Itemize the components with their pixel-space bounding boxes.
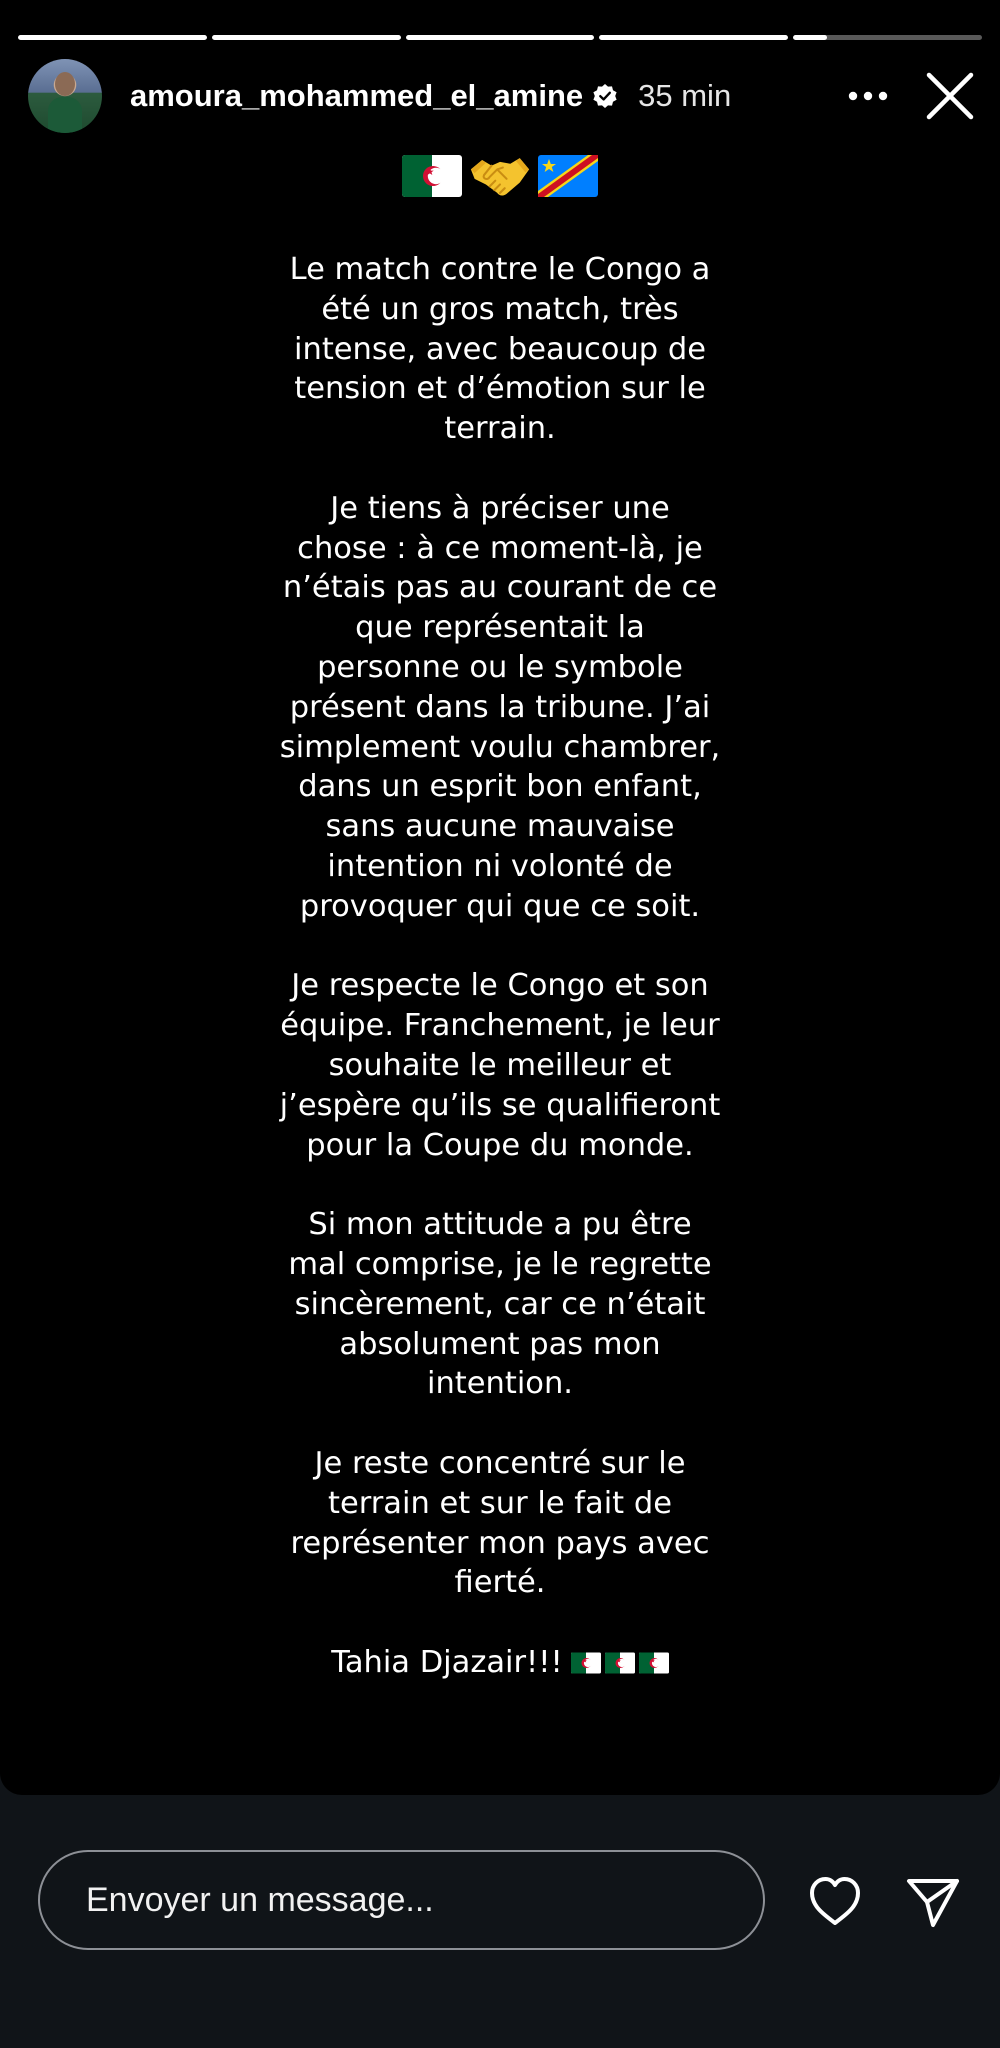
avatar-body — [48, 97, 82, 133]
algeria-flag-icon — [639, 1652, 669, 1674]
close-button[interactable] — [918, 64, 982, 128]
progress-segment-fill — [18, 35, 207, 40]
progress-segment — [212, 35, 401, 40]
message-paragraph — [250, 250, 750, 449]
signoff-flags — [571, 1652, 669, 1674]
message-paragraph — [250, 489, 750, 927]
reply-bar — [0, 1795, 1000, 2048]
verified-badge-icon — [592, 83, 618, 109]
like-button[interactable] — [806, 1873, 864, 1931]
message-line: simplement voulu chambrer, — [279, 729, 721, 765]
progress-segment — [406, 35, 595, 40]
message-line: équipe. Franchement, je leur — [280, 1008, 720, 1044]
message-line: fierté. — [454, 1565, 546, 1601]
emoji-row — [0, 148, 1000, 204]
message-line: que représentait la — [355, 610, 645, 646]
message-line: j’espère qu’ils se qualifieront — [279, 1087, 721, 1123]
algeria-flag-emoji — [401, 148, 463, 204]
message-line: n’étais pas au courant de ce — [282, 570, 718, 606]
message-line: intention. — [427, 1366, 573, 1402]
message-paragraph — [250, 1205, 750, 1404]
avatar-head — [55, 72, 75, 96]
story-header — [28, 58, 982, 134]
congo-drc-flag-emoji — [537, 148, 599, 204]
send-icon — [904, 1873, 962, 1931]
progress-segment-fill — [793, 35, 827, 40]
message-line: souhaite le meilleur et — [328, 1047, 672, 1083]
progress-segment — [599, 35, 788, 40]
message-line: été un gros match, très — [321, 291, 679, 327]
more-options-button[interactable] — [838, 66, 898, 126]
send-button[interactable] — [904, 1873, 962, 1931]
message-line: intention ni volonté de — [327, 848, 673, 884]
message-line: Le match contre le Congo a — [289, 252, 711, 287]
algeria-flag-icon — [605, 1652, 635, 1674]
message-line: présent dans la tribune. J’ai — [289, 689, 711, 725]
username[interactable]: amoura_mohammed_el_amine — [130, 78, 584, 113]
message-line: représenter mon pays avec — [290, 1525, 710, 1561]
progress-segment-fill — [599, 35, 788, 40]
progress-segment-fill — [212, 35, 401, 40]
message-line: provoquer qui que ce soit. — [299, 888, 701, 924]
message-paragraph — [250, 1444, 750, 1603]
progress-segment — [793, 35, 982, 40]
message-line: dans un esprit bon enfant, — [298, 769, 702, 805]
more-horizontal-icon — [848, 91, 888, 101]
message-line: terrain. — [444, 411, 556, 447]
message-line: sans aucune mauvaise — [325, 809, 675, 845]
message-line: mal comprise, je le regrette — [288, 1246, 712, 1282]
message-line: Je respecte le Congo et son — [291, 968, 709, 1004]
heart-icon — [806, 1873, 864, 1931]
progress-segment — [18, 35, 207, 40]
message-line: personne ou le symbole — [317, 649, 683, 685]
story-message — [250, 250, 750, 1683]
algeria-flag-icon — [571, 1652, 601, 1674]
message-line: pour la Coupe du monde. — [306, 1127, 694, 1163]
message-line: Si mon attitude a pu être — [308, 1207, 692, 1243]
message-line: chose : à ce moment-là, je — [297, 530, 703, 566]
message-line: Je reste concentré sur le — [314, 1445, 686, 1481]
message-line: tension et d’émotion sur le — [294, 371, 706, 407]
story-timestamp: 35 min — [638, 78, 732, 113]
message-paragraph — [250, 966, 750, 1165]
close-icon — [926, 72, 974, 120]
story-progress-bar — [18, 35, 982, 40]
avatar[interactable] — [28, 59, 102, 133]
handshake-emoji — [469, 148, 531, 204]
message-line: terrain et sur le fait de — [328, 1485, 672, 1521]
message-line: sincèrement, car ce n’était — [294, 1286, 706, 1322]
message-line: intense, avec beaucoup de — [294, 331, 706, 367]
message-line: absolument pas mon — [339, 1326, 661, 1362]
signoff-text: Tahia Djazair!!! — [331, 1644, 563, 1680]
signoff-line — [250, 1643, 750, 1683]
progress-segment-fill — [406, 35, 595, 40]
message-input[interactable] — [38, 1850, 765, 1950]
message-line: Je tiens à préciser une — [330, 490, 670, 526]
